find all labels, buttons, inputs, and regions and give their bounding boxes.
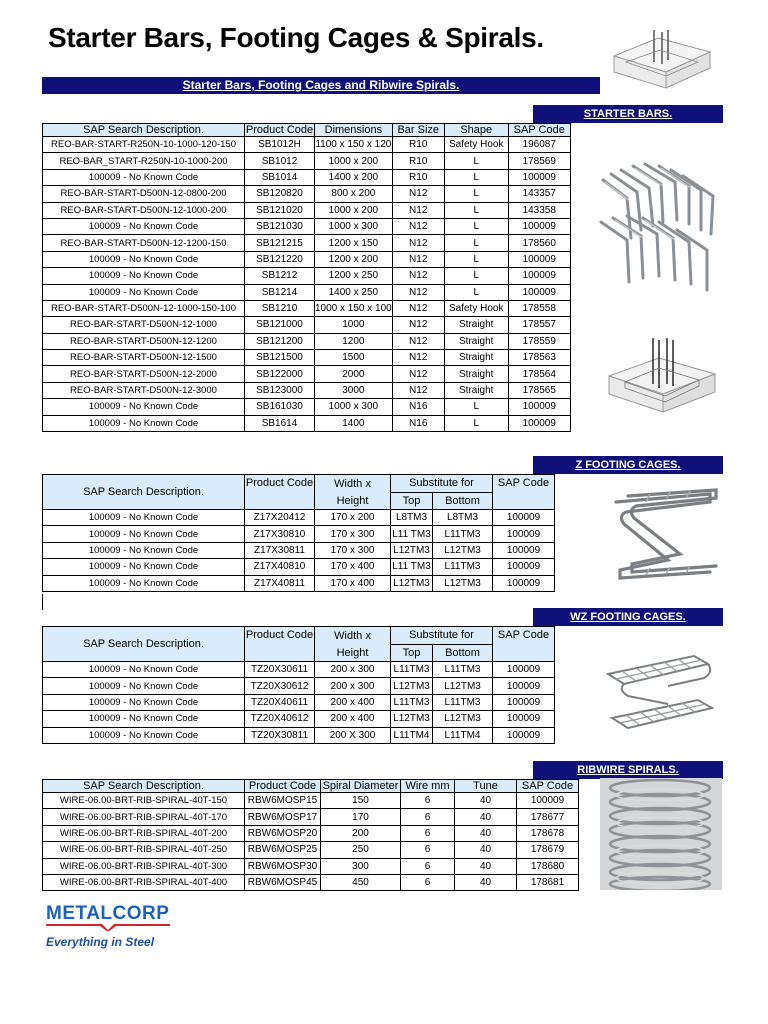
table-cell: 1200 x 150	[315, 235, 393, 251]
table-cell: Z17X30811	[245, 542, 315, 558]
table-cell: N12	[392, 218, 444, 234]
table-cell: 40	[455, 793, 517, 809]
table-cell: 1200	[315, 333, 393, 349]
table-cell: 40	[455, 809, 517, 825]
table-cell: L12TM3	[433, 542, 493, 558]
table-row	[43, 510, 555, 526]
table-cell: 2000	[315, 366, 393, 382]
col-header: Product Code	[245, 627, 315, 662]
table-cell: 100009	[508, 218, 570, 234]
table-cell: 100009	[493, 727, 555, 743]
table-cell: 100009	[508, 251, 570, 267]
table-cell: 100009	[517, 793, 579, 809]
table-cell: 100009	[493, 542, 555, 558]
table-cell: 178565	[508, 382, 570, 398]
table-cell: RBW6MOSP15	[245, 793, 321, 809]
table-cell: Z17X30810	[245, 526, 315, 542]
col-header: Spiral Diameter	[321, 780, 401, 793]
table-cell: L11TM3	[433, 694, 493, 710]
col-header: SAP Code	[517, 780, 579, 793]
table-cell: L11 TM3	[391, 559, 433, 575]
table-cell: 1000 x 300	[315, 399, 393, 415]
table-cell: TZ20X30611	[245, 662, 315, 678]
table-cell: 178557	[508, 317, 570, 333]
table-row	[43, 809, 579, 825]
table-cell: 100009 - No Known Code	[43, 542, 245, 558]
table-row	[43, 169, 571, 185]
table-cell: N12	[392, 186, 444, 202]
table-cell: L12TM3	[391, 711, 433, 727]
table-row	[43, 300, 571, 316]
table-cell: 1000 x 200	[315, 153, 393, 169]
section-divider	[42, 594, 43, 610]
table-row	[43, 399, 571, 415]
table-cell: 178569	[508, 153, 570, 169]
table-cell: 1000	[315, 317, 393, 333]
table-cell: 100009 - No Known Code	[43, 711, 245, 727]
table-cell: 100009	[493, 711, 555, 727]
table-cell: 100009 - No Known Code	[43, 218, 245, 234]
table-cell: WIRE-06.00-BRT-RIB-SPIRAL-40T-150	[43, 793, 245, 809]
table-cell: N16	[392, 415, 444, 431]
table-cell: 100009 - No Known Code	[43, 251, 245, 267]
table-cell: 1200 x 200	[315, 251, 393, 267]
table-cell: Safety Hook	[444, 300, 508, 316]
table-row	[43, 727, 555, 743]
table-cell: 100009	[493, 575, 555, 591]
table-cell: N12	[392, 382, 444, 398]
table-cell: WIRE-06.00-BRT-RIB-SPIRAL-40T-250	[43, 842, 245, 858]
table-cell: 100009 - No Known Code	[43, 662, 245, 678]
table-cell: REO-BAR-START-D500N-12-1000-150-100	[43, 300, 245, 316]
table-cell: WIRE-06.00-BRT-RIB-SPIRAL-40T-170	[43, 809, 245, 825]
table-row	[43, 350, 571, 366]
table-cell: REO-BAR_START-R250N-10-1000-200	[43, 153, 245, 169]
table-cell: N16	[392, 399, 444, 415]
table-cell: 6	[401, 793, 455, 809]
table-row	[43, 333, 571, 349]
wz-cages-heading: WZ FOOTING CAGES.	[533, 608, 723, 626]
table-cell: Straight	[444, 333, 508, 349]
metalcorp-logo	[46, 903, 176, 949]
table-row	[43, 218, 571, 234]
table-cell: L11TM4	[391, 727, 433, 743]
table-cell: N12	[392, 300, 444, 316]
logo-tagline: Everything in Steel	[46, 935, 155, 949]
table-cell: REO-BAR-START-R250N-10-1000-120-150	[43, 137, 245, 153]
table-cell: 200 x 300	[315, 678, 391, 694]
table-cell: 100009 - No Known Code	[43, 575, 245, 591]
table-cell: 100009	[493, 526, 555, 542]
table-row	[43, 153, 571, 169]
table-cell: 1000 x 200	[315, 202, 393, 218]
table-cell: Z17X40810	[245, 559, 315, 575]
table-cell: 196087	[508, 137, 570, 153]
table-cell: 100009 - No Known Code	[43, 559, 245, 575]
table-row	[43, 793, 579, 809]
col-header: SAP Search Description.	[43, 627, 245, 662]
table-cell: 100009	[508, 415, 570, 431]
table-cell: L11TM3	[433, 526, 493, 542]
table-cell: Straight	[444, 366, 508, 382]
table-cell: REO-BAR-START-D500N-12-1500	[43, 350, 245, 366]
table-cell: 178679	[517, 842, 579, 858]
table-cell: 170 x 400	[315, 575, 391, 591]
table-cell: 200 x 400	[315, 711, 391, 727]
table-cell: L	[444, 218, 508, 234]
col-header: Bottom	[433, 492, 493, 510]
table-cell: L12TM3	[433, 678, 493, 694]
table-cell: 200 X 300	[315, 727, 391, 743]
table-cell: SB1012H	[245, 137, 315, 153]
table-cell: 100009 - No Known Code	[43, 268, 245, 284]
table-cell: 170 x 300	[315, 526, 391, 542]
table-cell: 100009	[508, 399, 570, 415]
table-cell: SB121500	[245, 350, 315, 366]
table-row	[43, 202, 571, 218]
table-row	[43, 366, 571, 382]
table-row	[43, 415, 571, 431]
table-cell: 178560	[508, 235, 570, 251]
table-cell: L11 TM3	[391, 526, 433, 542]
table-row	[43, 542, 555, 558]
table-cell: REO-BAR-START-D500N-12-0800-200	[43, 186, 245, 202]
table-cell: 100009	[508, 268, 570, 284]
table-row	[43, 842, 579, 858]
page-title: Starter Bars, Footing Cages & Spirals.	[48, 22, 544, 53]
col-header: SAP Search Description.	[43, 124, 245, 137]
logo-name: METALCORP	[46, 903, 170, 924]
table-cell: L	[444, 169, 508, 185]
col-header: Bar Size	[392, 124, 444, 137]
starter-bars-table	[42, 123, 571, 432]
table-cell: L12TM3	[391, 542, 433, 558]
table-cell: 178678	[517, 825, 579, 841]
table-row	[43, 678, 555, 694]
table-cell: L11TM4	[433, 727, 493, 743]
table-row	[43, 874, 579, 890]
table-cell: N12	[392, 235, 444, 251]
table-row	[43, 825, 579, 841]
table-cell: 450	[321, 874, 401, 890]
table-cell: SB121215	[245, 235, 315, 251]
ribwire-spiral-photo	[600, 778, 722, 890]
starter-footing-illustration	[603, 336, 721, 414]
col-header: SAP Search Description.	[43, 475, 245, 510]
table-cell: Straight	[444, 317, 508, 333]
table-cell: SB161030	[245, 399, 315, 415]
table-cell: SB121200	[245, 333, 315, 349]
table-cell: 1000 x 150 x 100	[315, 300, 393, 316]
bent-bars-photo	[597, 160, 721, 295]
table-cell: 200 x 300	[315, 662, 391, 678]
table-cell: SB121000	[245, 317, 315, 333]
table-cell: Safety Hook	[444, 137, 508, 153]
table-cell: 40	[455, 858, 517, 874]
col-header: Product Code	[245, 475, 315, 510]
table-cell: 200 x 400	[315, 694, 391, 710]
table-cell: REO-BAR-START-D500N-12-2000	[43, 366, 245, 382]
table-row	[43, 711, 555, 727]
table-cell: L	[444, 153, 508, 169]
table-cell: 100009	[493, 694, 555, 710]
table-cell: L12TM3	[433, 575, 493, 591]
table-cell: 170	[321, 809, 401, 825]
col-header: Top	[391, 492, 433, 510]
table-cell: 178681	[517, 874, 579, 890]
table-cell: 40	[455, 874, 517, 890]
table-cell: N12	[392, 350, 444, 366]
table-cell: 250	[321, 842, 401, 858]
table-cell: 170 x 200	[315, 510, 391, 526]
table-cell: 178559	[508, 333, 570, 349]
table-row	[43, 575, 555, 591]
table-row	[43, 284, 571, 300]
col-header: Width x	[315, 627, 391, 645]
table-cell: RBW6MOSP20	[245, 825, 321, 841]
table-row	[43, 268, 571, 284]
table-cell: 100009	[493, 559, 555, 575]
table-cell: 1100 x 150 x 120	[315, 137, 393, 153]
table-cell: 178564	[508, 366, 570, 382]
table-cell: N12	[392, 366, 444, 382]
col-header: Substitute for	[391, 475, 493, 493]
table-cell: 1400 x 200	[315, 169, 393, 185]
table-cell: 100009	[493, 662, 555, 678]
table-cell: L11TM3	[433, 662, 493, 678]
table-cell: TZ20X30612	[245, 678, 315, 694]
table-cell: 40	[455, 825, 517, 841]
table-cell: L	[444, 186, 508, 202]
table-row	[43, 251, 571, 267]
table-cell: SB1614	[245, 415, 315, 431]
table-cell: 100009 - No Known Code	[43, 510, 245, 526]
table-cell: 1400	[315, 415, 393, 431]
table-cell: 200	[321, 825, 401, 841]
table-cell: 6	[401, 874, 455, 890]
table-cell: 6	[401, 842, 455, 858]
table-cell: 100009 - No Known Code	[43, 526, 245, 542]
table-cell: 143358	[508, 202, 570, 218]
table-cell: 143357	[508, 186, 570, 202]
table-cell: L	[444, 235, 508, 251]
col-header: Shape	[444, 124, 508, 137]
table-cell: REO-BAR-START-D500N-12-1200-150	[43, 235, 245, 251]
table-cell: R10	[392, 137, 444, 153]
z-cages-heading: Z FOOTING CAGES.	[533, 456, 723, 474]
col-header: Product Code	[245, 124, 314, 136]
table-cell: N12	[392, 284, 444, 300]
table-cell: 150	[321, 793, 401, 809]
table-cell: L8TM3	[391, 510, 433, 526]
col-header: Tune	[455, 780, 517, 793]
table-cell: RBW6MOSP45	[245, 874, 321, 890]
table-cell: L12TM3	[433, 711, 493, 727]
table-row	[43, 858, 579, 874]
starter-bars-heading: STARTER BARS.	[533, 105, 723, 123]
col-header: Product Code	[245, 780, 321, 793]
table-cell: 1000 x 300	[315, 218, 393, 234]
table-cell: TZ20X40611	[245, 694, 315, 710]
table-cell: SB121220	[245, 251, 315, 267]
col-header: Top	[391, 644, 433, 662]
table-cell: RBW6MOSP17	[245, 809, 321, 825]
table-cell: TZ20X30811	[245, 727, 315, 743]
col-header: SAP Code	[493, 627, 555, 662]
table-cell: SB1212	[245, 268, 315, 284]
table-cell: 100009 - No Known Code	[43, 727, 245, 743]
table-cell: TZ20X40612	[245, 711, 315, 727]
table-cell: L8TM3	[433, 510, 493, 526]
table-cell: N12	[392, 333, 444, 349]
col-header: Bottom	[433, 644, 493, 662]
table-cell: R10	[392, 153, 444, 169]
table-cell: N12	[392, 251, 444, 267]
table-cell: L11TM3	[391, 662, 433, 678]
table-cell: L11TM3	[391, 694, 433, 710]
table-cell: SB123000	[245, 382, 315, 398]
table-row	[43, 186, 571, 202]
table-cell: L	[444, 415, 508, 431]
table-cell: SB120820	[245, 186, 315, 202]
table-cell: 100009 - No Known Code	[43, 169, 245, 185]
table-cell: REO-BAR-START-D500N-12-3000	[43, 382, 245, 398]
col-header: Dimensions	[315, 124, 393, 137]
table-cell: SB121030	[245, 218, 315, 234]
table-cell: N12	[392, 268, 444, 284]
col-header: Width x	[315, 475, 391, 493]
table-row	[43, 694, 555, 710]
table-cell: 6	[401, 858, 455, 874]
table-cell: 100009	[493, 510, 555, 526]
table-cell: 100009 - No Known Code	[43, 694, 245, 710]
table-cell: R10	[392, 169, 444, 185]
table-cell: WIRE-06.00-BRT-RIB-SPIRAL-40T-200	[43, 825, 245, 841]
table-cell: WIRE-06.00-BRT-RIB-SPIRAL-40T-400	[43, 874, 245, 890]
z-cages-table	[42, 474, 555, 592]
col-header: SAP Code	[493, 475, 555, 510]
col-header: Substitute for	[391, 627, 493, 645]
table-cell: L	[444, 268, 508, 284]
table-cell: REO-BAR-START-D500N-12-1000-200	[43, 202, 245, 218]
table-cell: L11TM3	[433, 559, 493, 575]
table-cell: 6	[401, 809, 455, 825]
wz-cage-illustration	[598, 638, 722, 738]
table-cell: 1200 x 250	[315, 268, 393, 284]
table-cell: 100009	[508, 284, 570, 300]
table-cell: N12	[392, 317, 444, 333]
table-cell: Straight	[444, 350, 508, 366]
table-cell: 170 x 300	[315, 542, 391, 558]
col-header: SAP Search Description.	[43, 780, 245, 793]
table-cell: L	[444, 202, 508, 218]
table-row	[43, 559, 555, 575]
table-cell: SB121020	[245, 202, 315, 218]
table-cell: Z17X40811	[245, 575, 315, 591]
table-cell: 3000	[315, 382, 393, 398]
table-cell: 100009 - No Known Code	[43, 415, 245, 431]
table-row	[43, 526, 555, 542]
wz-cages-table	[42, 626, 555, 744]
table-cell: WIRE-06.00-BRT-RIB-SPIRAL-40T-300	[43, 858, 245, 874]
ribwire-spirals-table	[42, 779, 579, 891]
table-cell: 178677	[517, 809, 579, 825]
z-cage-illustration	[606, 482, 722, 588]
table-cell: 100009	[493, 678, 555, 694]
table-cell: 1500	[315, 350, 393, 366]
table-cell: 40	[455, 842, 517, 858]
table-cell: 800 x 200	[315, 186, 393, 202]
table-cell: 1400 x 250	[315, 284, 393, 300]
table-cell: Z17X20412	[245, 510, 315, 526]
col-header: Wire mm	[401, 780, 455, 793]
table-cell: 300	[321, 858, 401, 874]
table-cell: 178558	[508, 300, 570, 316]
ribwire-spirals-heading: RIBWIRE SPIRALS.	[533, 761, 723, 779]
table-cell: REO-BAR-START-D500N-12-1000	[43, 317, 245, 333]
table-row	[43, 382, 571, 398]
table-cell: L12TM3	[391, 678, 433, 694]
table-cell: 100009 - No Known Code	[43, 399, 245, 415]
table-cell: RBW6MOSP30	[245, 858, 321, 874]
table-row	[43, 235, 571, 251]
col-header: Height	[315, 644, 391, 662]
table-cell: L	[444, 284, 508, 300]
table-cell: REO-BAR-START-D500N-12-1200	[43, 333, 245, 349]
table-cell: L	[444, 251, 508, 267]
table-cell: SB1014	[245, 169, 315, 185]
starter-header-row	[43, 124, 571, 137]
table-cell: L	[444, 399, 508, 415]
table-cell: N12	[392, 202, 444, 218]
table-cell: SB1012	[245, 153, 315, 169]
table-cell: RBW6MOSP25	[245, 842, 321, 858]
section-banner: Starter Bars, Footing Cages and Ribwire Spirals.	[42, 77, 600, 94]
table-cell: 6	[401, 825, 455, 841]
footing-box-illustration	[606, 28, 716, 92]
table-cell: 178680	[517, 858, 579, 874]
table-cell: SB1214	[245, 284, 315, 300]
table-row	[43, 662, 555, 678]
table-cell: 178563	[508, 350, 570, 366]
col-header: Height	[315, 492, 391, 510]
table-row	[43, 137, 571, 153]
table-cell: SB122000	[245, 366, 315, 382]
table-cell: Straight	[444, 382, 508, 398]
table-cell: L12TM3	[391, 575, 433, 591]
table-cell: SB1210	[245, 300, 315, 316]
table-cell: 100009 - No Known Code	[43, 678, 245, 694]
table-row	[43, 317, 571, 333]
table-cell: 100009	[508, 169, 570, 185]
table-cell: 100009 - No Known Code	[43, 284, 245, 300]
col-header: SAP Code	[508, 124, 570, 137]
table-cell: 170 x 400	[315, 559, 391, 575]
